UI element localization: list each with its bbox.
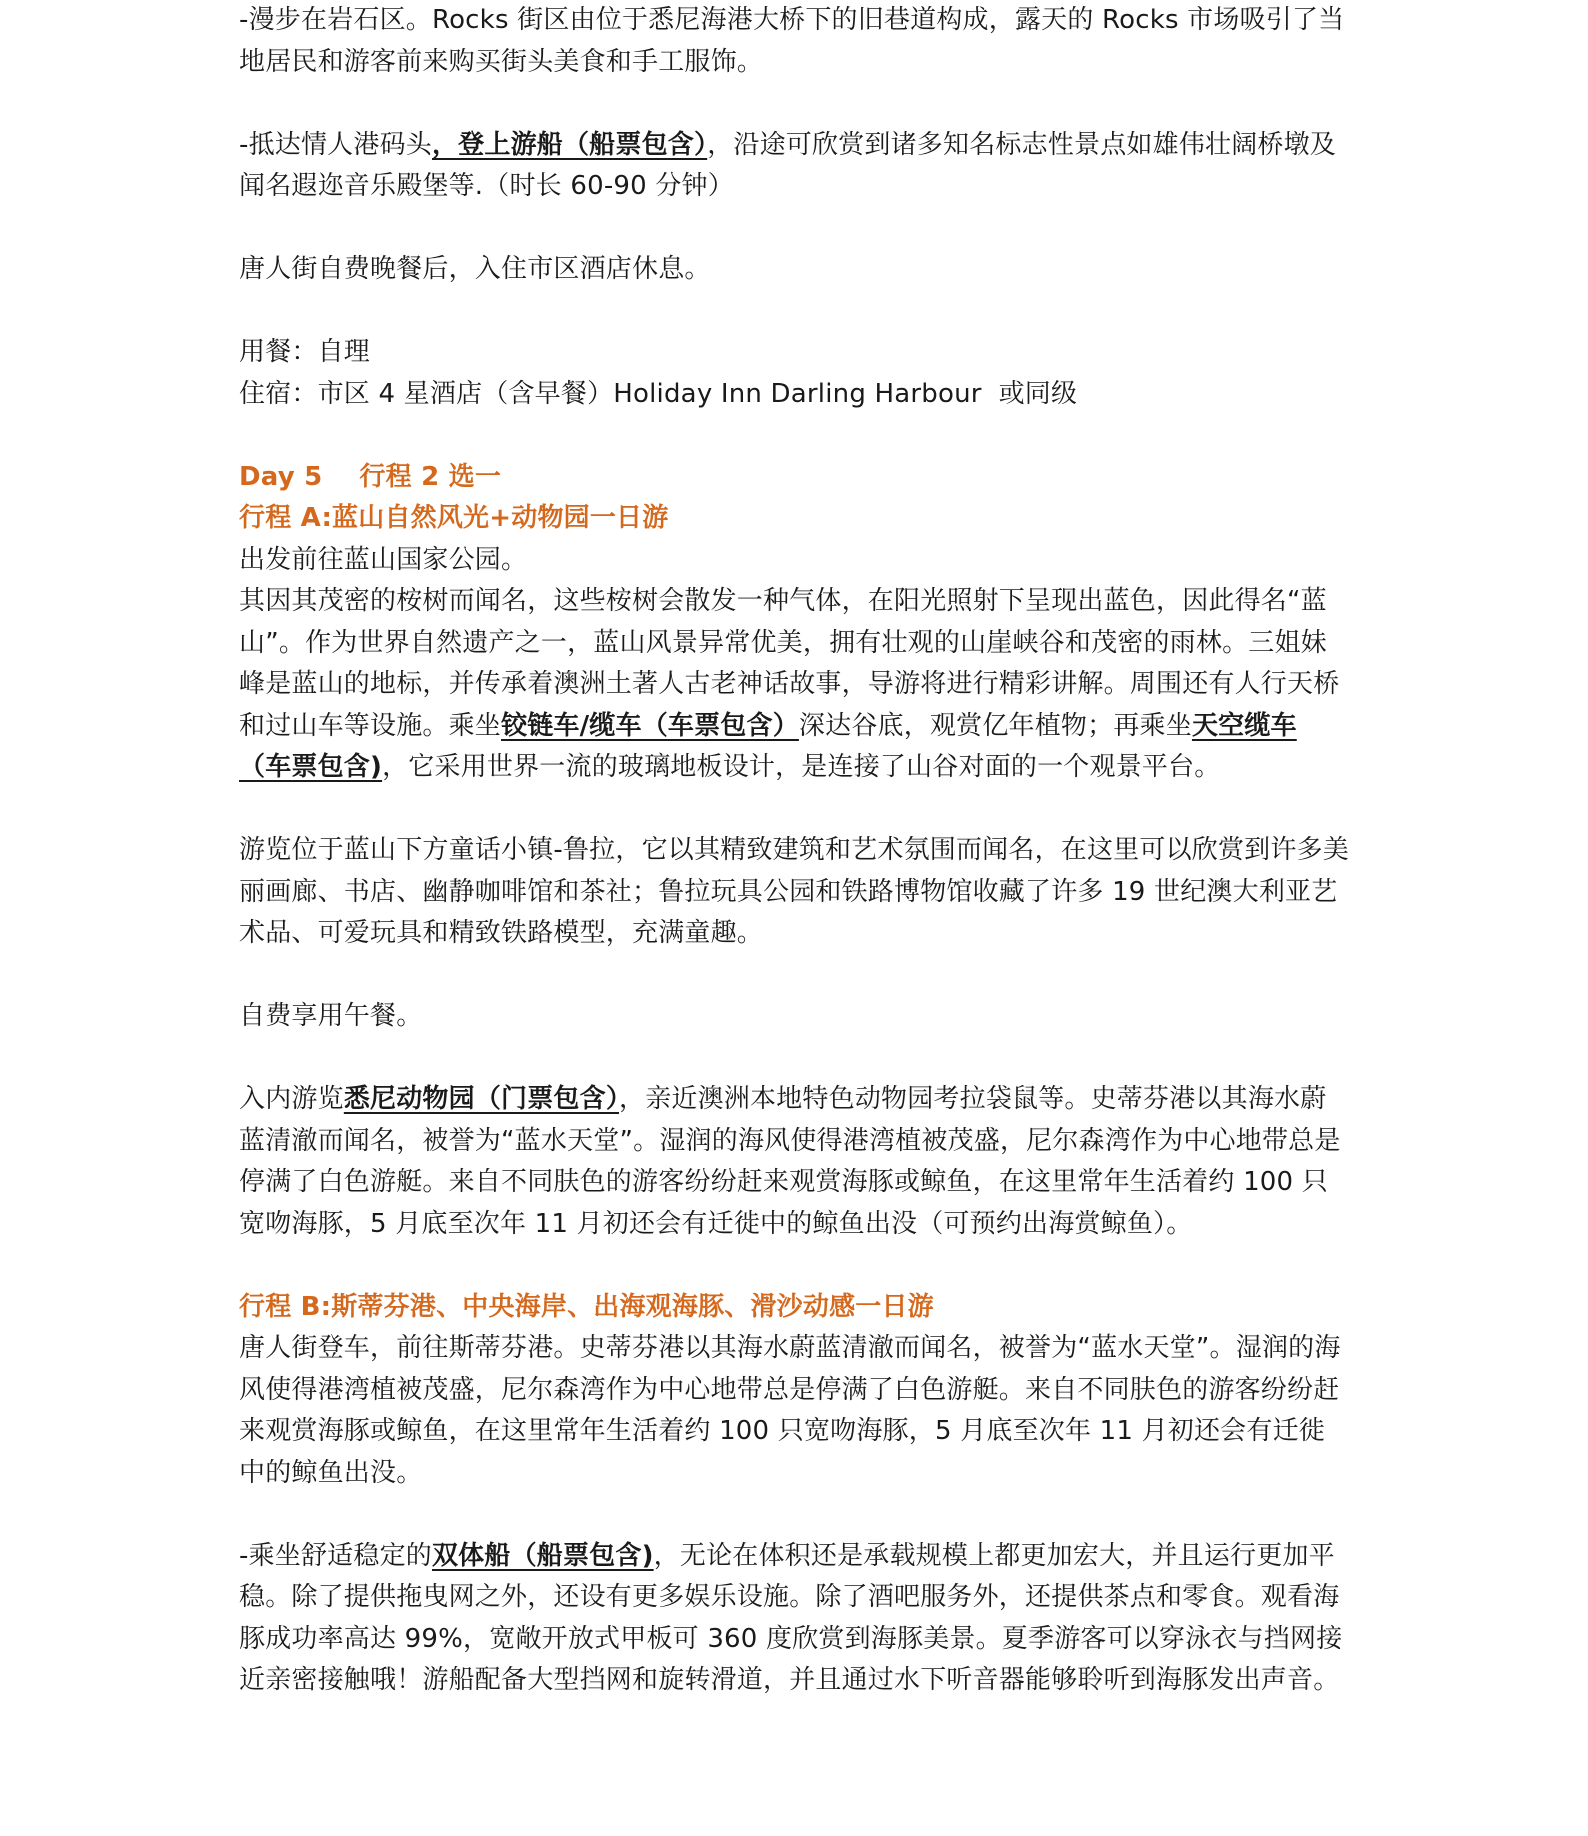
route-b-heading: 行程 B:斯蒂芬港、中央海岸、出海观海豚、滑沙动感一日游 [239, 1291, 934, 1322]
meal-line: 用餐：自理 [239, 337, 371, 367]
route-a-heading: 行程 A:蓝山自然风光+动物园一日游 [239, 503, 669, 533]
text-segment: ，沿途可欣赏到诸多知名标志性景点如雄伟壮阔桥墩及闻名遐迩音乐殿堡等.（时长 60-90 分钟） [239, 129, 1336, 201]
cruise-included-link: ，登上游船（船票包含） [431, 129, 708, 160]
paragraph-dinner: 唐人街自费晚餐后，入住市区酒店休息。 [239, 254, 711, 284]
spacer [239, 1245, 1349, 1287]
spacer [239, 789, 1349, 831]
spacer [239, 1494, 1349, 1536]
document-page [239, 0, 1349, 1702]
text-segment: -乘坐舒适稳定的 [239, 1540, 432, 1571]
catamaran-link: 双体船（船票包含) [431, 1540, 654, 1571]
text-segment: 深达谷底，观赏亿年植物；再乘坐 [798, 710, 1192, 741]
spacer [239, 1038, 1349, 1080]
paragraph-catamaran [239, 1536, 1349, 1702]
hotel-line: 住宿：市区 4 星酒店（含早餐）Holiday Inn Darling Harbour 或同级 [239, 378, 1078, 409]
sydney-zoo-link: 悉尼动物园（门票包含） [343, 1084, 620, 1114]
paragraph-darling-harbour [239, 125, 1349, 208]
paragraph-port-stephens: 唐人街登车，前往斯蒂芬港。史蒂芬港以其海水蔚蓝清澈而闻名，被誉为“蓝水天堂”。湿润的海风使得港湾植被茂盛，尼尔森湾作为中心地带总是停满了白色游艇。来自不同肤色的游客纷纷赶来观赏海豚或鲸鱼，在这里常年生活着约 100 只宽吻海豚，5 月底至次年 11 月初还会有迁徙中的鲸鱼出没。 [239, 1333, 1341, 1488]
paragraph-blue-mountains-depart: 出发前往蓝山国家公园。 [239, 544, 528, 575]
text-segment: ，无论在体积还是承载规模上都更加宏大，并且运行更加平稳。除了提供拖曳网之外，还设有更多娱乐设施。除了酒吧服务外，还提供茶点和零食。观看海豚成功率高达 99%，宽敞开放式甲板可 360 度欣赏到海豚美景。夏季游客可以穿泳衣与挡网接近亲密接触哦！游船配备大型挡网和旋转滑道，并且通过水下听音器能够聆听到海豚发出声音。 [239, 1540, 1343, 1695]
paragraph-blue-mountains [239, 581, 1349, 789]
skyway-link: 天空缆车（车票包含) [239, 710, 1297, 782]
spacer [239, 955, 1349, 997]
day-5-heading: Day 5 行程 2 选一 [239, 461, 502, 492]
spacer [239, 208, 1349, 250]
paragraph-rocks: -漫步在岩石区。Rocks 街区由位于悉尼海港大桥下的旧巷道构成，露天的 Rocks 市场吸引了当地居民和游客前来购买街头美食和手工服饰。 [239, 5, 1345, 77]
text-segment: 其因其茂密的桉树而闻名，这些桉树会散发一种气体，在阳光照射下呈现出蓝色，因此得名“蓝山”。作为世界自然遗产之一，蓝山风景异常优美，拥有壮观的山崖峡谷和茂密的雨林。三姐妹峰是蓝山的地标，并传承着澳洲土著人古老神话故事，导游将进行精彩讲解。周围还有人行天桥和过山车等设施。乘坐 [239, 586, 1340, 741]
spacer [239, 83, 1349, 125]
railway-cableway-link: 铰链车/缆车（车票包含） [501, 710, 799, 741]
text-segment: -抵达情人港码头 [239, 129, 432, 160]
text-segment: ，它采用世界一流的玻璃地板设计，是连接了山谷对面的一个观景平台。 [382, 752, 1221, 782]
paragraph-lunch: 自费享用午餐。 [239, 1001, 423, 1031]
spacer [239, 291, 1349, 333]
spacer [239, 415, 1349, 457]
text-segment: ，亲近澳洲本地特色动物园考拉袋鼠等。史蒂芬港以其海水蔚蓝清澈而闻名，被誉为“蓝水天堂”。湿润的海风使得港湾植被茂盛，尼尔森湾作为中心地带总是停满了白色游艇。来自不同肤色的游客纷纷赶来观赏海豚或鲸鱼，在这里常年生活着约 100 只宽吻海豚，5 月底至次年 11 月初还会有迁徙中的鲸鱼出没（可预约出海赏鲸鱼）。 [239, 1084, 1341, 1239]
paragraph-leura: 游览位于蓝山下方童话小镇-鲁拉，它以其精致建筑和艺术氛围而闻名，在这里可以欣赏到许多美丽画廊、书店、幽静咖啡馆和茶社；鲁拉玩具公园和铁路博物馆收藏了许多 19 世纪澳大利亚艺术品、可爱玩具和精致铁路模型，充满童趣。 [239, 835, 1349, 948]
paragraph-sydney-zoo [239, 1079, 1349, 1245]
text-segment: 入内游览 [239, 1084, 344, 1114]
